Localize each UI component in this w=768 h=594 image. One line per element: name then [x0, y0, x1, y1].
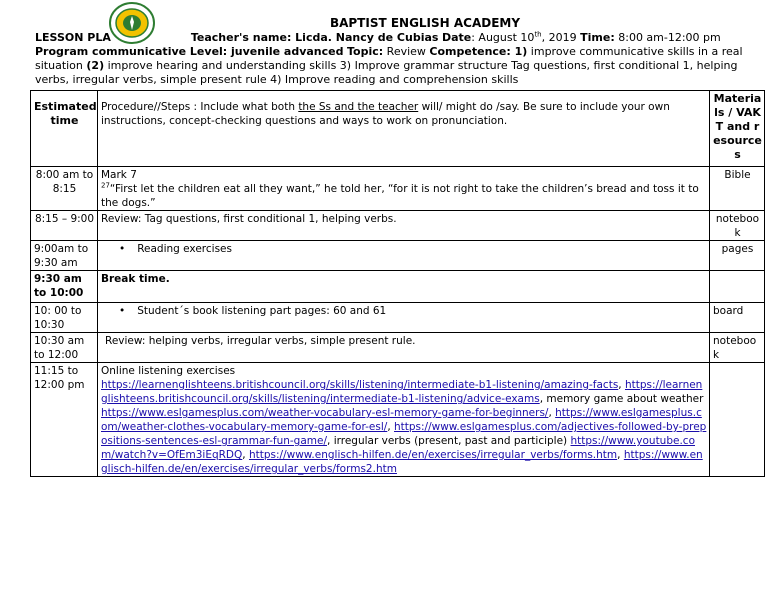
link-advice-exams[interactable]: https://learnenglishteens.britishcouncil.org/skills/listening/intermediate-b1-listening/advice-exams — [101, 379, 703, 405]
competence-rest: improve hearing and understanding skills 3) Improve grammar structure Tag questions, first conditional 1, helping verbs, irregular verbs, simple present rule 4) Improve reading and comprehension skills — [35, 59, 738, 86]
competence-2-num: (2) — [86, 59, 105, 72]
row-materials — [710, 271, 765, 303]
mark-verse: $^{27}$“First let the children eat all they want,” he told her, “for it is not right to take the children’s bread and toss it to the dogs.” — [101, 181, 699, 209]
competence-1: improve communicative skills in a real situation — [35, 45, 743, 72]
topic-label: Topic: — [347, 45, 384, 58]
table-row — [31, 241, 765, 271]
row-time: 8:00 am to 8:15 — [31, 167, 98, 211]
date-year: , 2019 — [541, 31, 577, 44]
row-time: 8:15 – 9:00 — [31, 211, 98, 241]
date-value: : August 10 — [471, 31, 535, 44]
memory-game-label: memory game about weather — [546, 393, 704, 405]
academy-name: BAPTIST ENGLISH ACADEMY — [329, 16, 521, 30]
table-header-row — [31, 91, 765, 167]
date-label: Date — [441, 31, 472, 44]
row-procedure — [98, 167, 710, 211]
row-materials: notebook — [710, 333, 765, 363]
table-row — [31, 333, 765, 363]
row-procedure: • Student´s book listening part pages: 60 and 61 — [98, 303, 710, 333]
time-value: 8:00 am-12:00 pm — [618, 31, 721, 44]
date-sup: th — [534, 30, 542, 39]
row-materials: notebook — [710, 211, 765, 241]
row-materials — [710, 363, 765, 477]
competence-label: Competence: 1) — [429, 45, 528, 58]
row-procedure: Break time. — [98, 271, 710, 303]
lesson-plan-table — [30, 90, 765, 477]
row-procedure: Review: helping verbs, irregular verbs, simple present rule. — [98, 333, 710, 363]
topic-value: Review — [386, 45, 426, 58]
row-time: 9:30 am to 10:00 — [31, 271, 98, 303]
link-irregular-verbs-forms[interactable]: https://www.englisch-hilfen.de/en/exercises/irregular_verbs/forms.htm — [248, 449, 618, 461]
link-irregular-verbs-forms2[interactable]: https://www.englisch-hilfen.de/en/exercises/irregular_verbs/forms2.htm — [101, 449, 703, 475]
header-line-1 — [35, 31, 755, 45]
mark-reference: Mark 7 — [101, 169, 137, 181]
table-row — [31, 363, 765, 477]
row-time: 9:00am to 9:30 am — [31, 241, 98, 271]
table-row — [31, 271, 765, 303]
row-procedure: Online listening exercises https://learnenglishteens.britishcouncil.org/skills/listening/intermediate-b1-listening/amazing-facts, https://learnenglishteens.britishcouncil.org/skills/listening/intermediate-b1-listening/advice-exams, memory game about weather https://www.eslgamesplus.com/weather-vocabulary-esl-memory-game-for-beginners/, https://www.eslgamesplus.com/weather-clothes-vocabulary-memory-game-for-esl/, https://www.eslgamesplus.com/adjectives-followed-by-prepositions-sentences-esl-grammar-fun-game/, irregular verbs (present, past and participle) https://www.youtube.com/watch?v=OfEm3iEqRDQ, https://www.englisch-hilfen.de/en/exercises/irregular_verbs/forms.htm, https://www.englisch-hilfen.de/en/exercises/irregular_verbs/forms2.htm — [98, 363, 710, 477]
table-row — [31, 167, 765, 211]
row-time: 10: 00 to 10:30 — [31, 303, 98, 333]
teacher-name: Teacher's name: Licda. Nancy de Cubias — [190, 31, 439, 44]
row-procedure: • Reading exercises — [98, 241, 710, 271]
header-procedure: Procedure//Steps : Include what both the Ss and the teacher will/ might do /say. Be sure to include your own instructions, concept-checking questions and ways to work on pronunciation. — [98, 91, 710, 167]
row-materials: Bible — [710, 167, 765, 211]
link-youtube-video[interactable]: https://www.youtube.com/watch?v=OfEm3iEqRDQ — [101, 435, 695, 461]
link-weather-memory-game[interactable]: https://www.eslgamesplus.com/weather-vocabulary-esl-memory-game-for-beginners/ — [101, 407, 549, 419]
row-materials: board — [710, 303, 765, 333]
header-materials: Materials / VAKT and resources — [710, 91, 765, 167]
row-time: 10:30 am to 12:00 — [31, 333, 98, 363]
row-time: 11:15 to 12:00 pm — [31, 363, 98, 477]
program-label: Program communicative Level: juvenile advanced — [35, 45, 344, 58]
table-row — [31, 303, 765, 333]
link-adjectives-prepositions-game[interactable]: https://www.eslgamesplus.com/adjectives-followed-by-prepositions-sentences-esl-grammar-fun-game/ — [101, 421, 707, 447]
row-materials: pages — [710, 241, 765, 271]
header-estimated-time: Estimated time — [31, 91, 98, 167]
link-weather-clothes-game[interactable]: https://www.eslgamesplus.com/weather-clothes-vocabulary-memory-game-for-esl/ — [101, 407, 702, 433]
link-amazing-facts[interactable]: https://learnenglishteens.britishcouncil.org/skills/listening/intermediate-b1-listening/amazing-facts — [101, 379, 619, 391]
row-procedure: Review: Tag questions, first conditional 1, helping verbs. — [98, 211, 710, 241]
header-line-2 — [35, 45, 755, 87]
online-exercises-title: Online listening exercises — [101, 365, 236, 377]
lesson-plan-label: LESSON PLA — [35, 31, 111, 44]
table-row — [31, 211, 765, 241]
irregular-verbs-label: irregular verbs (present, past and participle) — [333, 435, 571, 447]
time-label: Time: — [580, 31, 615, 44]
